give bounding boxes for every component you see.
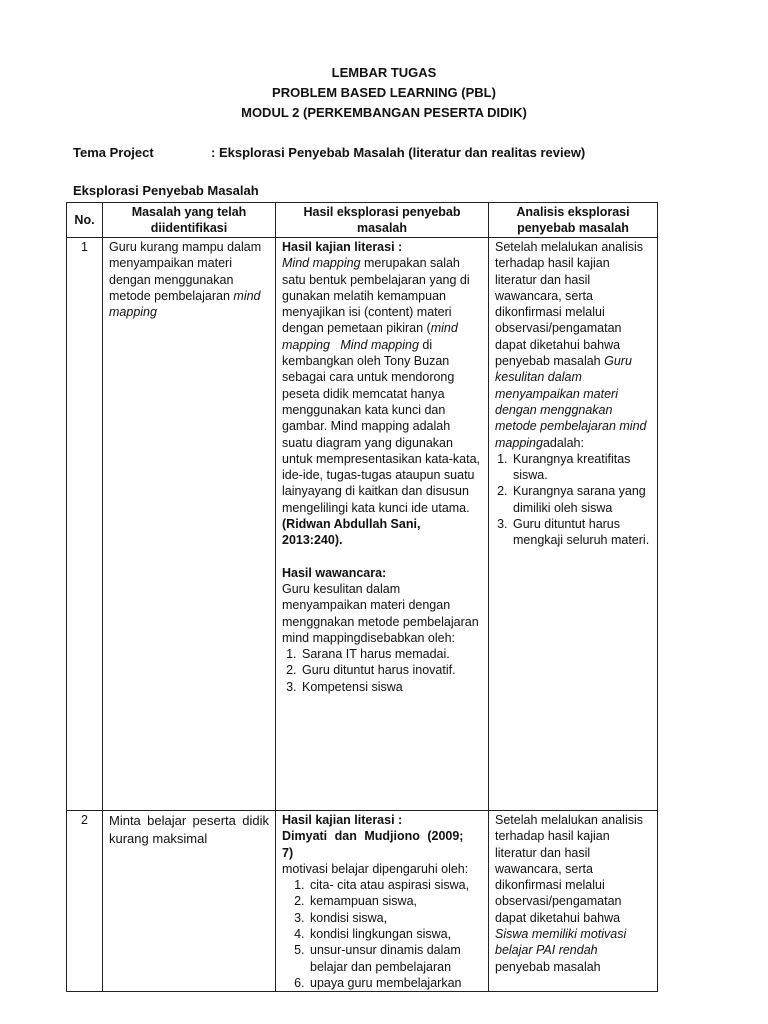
row2-kajian-title: Hasil kajian literasi : — [282, 813, 403, 827]
title-line-1: LEMBAR TUGAS — [331, 65, 437, 80]
row1-kajian-d — [330, 338, 340, 352]
list-item: 3. Guru dituntut harus mengkaji seluruh materi. — [511, 516, 651, 549]
row1-masalah-text: Guru kurang mampu dalam menyampaikan materi dengan menggunakan metode pembelajaran — [109, 240, 262, 303]
row1-analisis — [489, 238, 658, 811]
list-item: 1. Kurangnya kreatifitas siswa. — [511, 451, 651, 484]
title-line-2: PROBLEM BASED LEARNING (PBL) — [272, 85, 496, 100]
row1-analisis-text — [495, 239, 651, 451]
title-line-3: MODUL 2 (PERKEMBANGAN PESERTA DIDIK) — [241, 105, 527, 120]
list-item: 3. kondisi siswa, — [308, 910, 482, 926]
row1-analisis-tail: adalah: — [542, 435, 584, 450]
row1-hasil — [276, 238, 489, 811]
exploration-table — [66, 202, 658, 992]
row2-analisis-tail: penyebab masalah — [495, 959, 601, 974]
row2-kajian-intro: motivasi belajar dipengaruhi oleh: — [282, 861, 469, 876]
table-row — [67, 811, 658, 992]
row1-no: 1 — [67, 238, 103, 811]
row1-kajian-title: Hasil kajian literasi : — [282, 240, 403, 254]
tema-value: : Eksplorasi Penyebab Masalah (literatur dan realitas review) — [211, 145, 586, 160]
list-item: 4. kondisi lingkungan siswa, — [308, 926, 482, 942]
row2-analisis-italic: Siswa memiliki motivasi belajar PAI rendah — [495, 927, 627, 958]
table-row — [67, 238, 658, 811]
row2-hasil — [276, 811, 489, 992]
list-item: 2. kemampuan siswa, — [308, 893, 482, 909]
row1-wawancara-title: Hasil wawancara: — [282, 565, 387, 580]
row1-kajian-text — [282, 255, 482, 548]
header-analisis: Analisis eksplorasi penyebab masalah — [489, 203, 658, 238]
row1-kajian-c: mind mapping — [282, 321, 458, 352]
row2-analisis-plain: Setelah melalukan analisis terhadap hasil kajian literatur dan hasil wawancara, serta dikonfirmasi melalui observasi/pengamatan dapat diketahui bahwa — [495, 813, 644, 925]
tema-label: Tema Project — [73, 145, 154, 160]
list-item: 1. cita- cita atau aspirasi siswa, — [308, 877, 482, 893]
row2-analisis-text — [495, 812, 651, 975]
row2-masalah: Minta belajar peserta didik kurang maksimal — [103, 811, 276, 992]
row1-masalah — [103, 238, 276, 811]
list-item: 5. unsur-unsur dinamis dalam belajar dan pembelajaran — [308, 942, 482, 975]
row1-kajian-cite: (Ridwan Abdullah Sani, 2013:240). — [282, 517, 421, 548]
list-item: 2. Guru dituntut harus inovatif. — [300, 662, 482, 678]
row1-kajian-f: di kembangkan oleh Tony Buzan sebagai cara untuk mendorong peseta didik memcatat hanya menggunakan kata kunci dan gambar. Mind mapping adalah suatu diagram yang digunakan untuk mempresentasikan kata-kata, ide-ide, tugas-tugas ataupun suatu lainyayang di kaitkan dan disusun mengelilingi kata kunci ide utama. — [282, 337, 481, 515]
row1-analisis-plain: Setelah melalukan analisis terhadap hasil kajian literatur dan hasil wawancara, serta dikonfirmasi melalui observasi/pengamatan dapat diketahui bahwa penyebab masalah — [495, 240, 644, 369]
row1-kajian-a: Mind mapping — [282, 256, 361, 271]
document-title — [0, 63, 768, 123]
header-masalah: Masalah yang telah diidentifikasi — [103, 203, 276, 238]
row1-kajian-e: Mind mapping — [340, 337, 419, 352]
row1-analisis-italic: Guru kesulitan dalam menyampaikan materi dengan menggnakan metode pembelajaran mind mapping — [495, 354, 647, 450]
list-item: 2. Kurangnya sarana yang dimiliki oleh siswa — [511, 483, 651, 516]
header-hasil: Hasil eksplorasi penyebab masalah — [276, 203, 489, 238]
row2-no: 2 — [67, 811, 103, 992]
section-title: Eksplorasi Penyebab Masalah — [73, 183, 259, 198]
list-item: 6. upaya guru membelajarkan — [308, 975, 482, 991]
row1-kajian-b: merupakan salah satu bentuk pembelajaran yang di gunakan melatih kemampuan menyajikan isi (content) materi dengan pemetaan pikiran ( — [282, 256, 470, 336]
header-no: No. — [67, 203, 103, 238]
row1-masalah-italic: mind mapping — [109, 288, 261, 320]
list-item: 1. Sarana IT harus memadai. — [300, 646, 482, 662]
row1-wawancara-list — [282, 646, 482, 695]
tema-project — [73, 145, 585, 161]
row2-analisis — [489, 811, 658, 992]
list-item: 3. Kompetensi siswa — [300, 679, 482, 695]
row2-kajian-author: Dimyati dan Mudjiono (2009; 7) — [282, 829, 464, 860]
row2-kajian-list — [282, 877, 482, 991]
table-header-row — [67, 203, 658, 238]
row1-wawancara-text: Guru kesulitan dalam menyampaikan materi dengan menggnakan metode pembelajaran mind mappingdisebabkan oleh: — [282, 581, 479, 645]
row1-analisis-list — [495, 451, 651, 549]
